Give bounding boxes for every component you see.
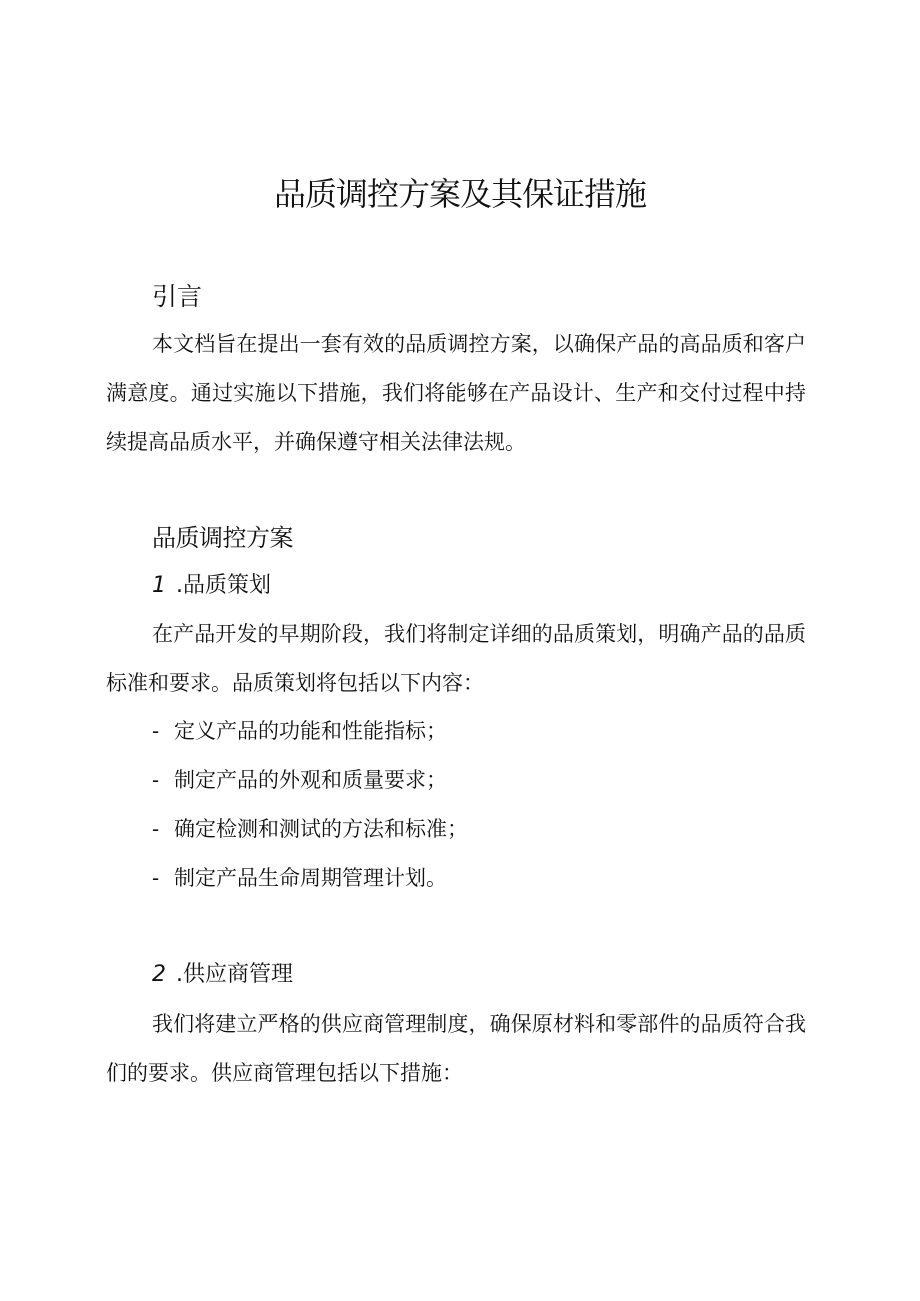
list-item-text: 制定产品生命周期管理计划。	[174, 866, 447, 890]
section-2-number: 2	[152, 962, 166, 987]
section-1-list	[152, 707, 468, 903]
list-dash: -	[152, 768, 160, 792]
section-2-heading	[152, 960, 293, 990]
section-2-paragraph: 我们将建立严格的供应商管理制度，确保原材料和零部件的品质符合我们的要求。供应商管理包括以下措施：	[106, 1012, 806, 1085]
list-item	[152, 756, 468, 805]
intro-paragraph: 本文档旨在提出一套有效的品质调控方案，以确保产品的高品质和客户满意度。通过实施以下措施，我们将能够在产品设计、生产和交付过程中持续提高品质水平，并确保遵守相关法律法规。	[106, 332, 806, 454]
list-item-text: 确定检测和测试的方法和标准；	[174, 817, 468, 841]
list-item	[152, 707, 468, 756]
list-item-text: 定义产品的功能和性能指标；	[174, 719, 447, 743]
section-1-title: .品质策划	[176, 573, 271, 598]
list-item-text: 制定产品的外观和质量要求；	[174, 768, 447, 792]
list-item	[152, 854, 468, 903]
list-item	[152, 805, 468, 854]
intro-heading: 引言	[152, 282, 203, 311]
list-dash: -	[152, 866, 160, 890]
section-1-paragraph: 在产品开发的早期阶段，我们将制定详细的品质策划，明确产品的品质标准和要求。品质策划将包括以下内容：	[106, 622, 806, 695]
plan-heading: 品质调控方案	[152, 524, 293, 552]
document-title: 品质调控方案及其保证措施	[273, 175, 646, 213]
section-2-title: .供应商管理	[176, 962, 293, 987]
list-dash: -	[152, 817, 160, 841]
section-1-heading	[152, 571, 271, 601]
list-dash: -	[152, 719, 160, 743]
section-1-number: 1	[152, 573, 166, 598]
